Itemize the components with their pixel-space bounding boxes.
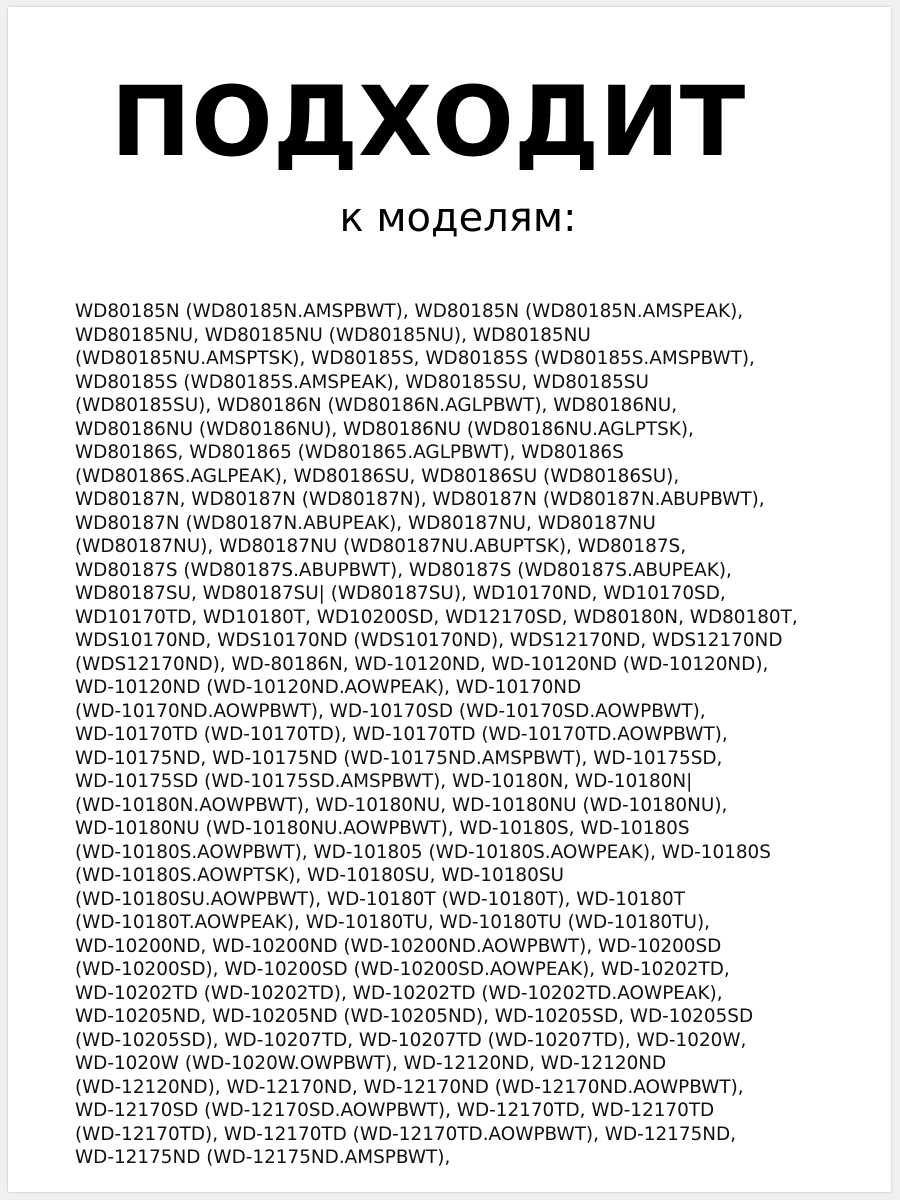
model-list-line: WDS10170ND, WDS10170ND (WDS10170ND), WDS12170ND, WDS12170ND: [75, 630, 783, 651]
model-list-line: WD80187S (WD80187S.ABUPBWT), WD80187S (WD80187S.ABUPEAK),: [75, 559, 732, 581]
model-list-line: WD80185S (WD80185S.AMSPEAK), WD80185SU, WD80185SU: [75, 371, 649, 393]
model-list-line: WD-10175SD (WD-10175SD.AMSPBWT), WD-10180N, WD-10180N|: [75, 771, 693, 792]
model-list-line: WD-10205ND, WD-10205ND (WD-10205ND), WD-10205SD, WD-10205SD: [75, 1006, 754, 1027]
model-list-line: WD-10120ND (WD-10120ND.AOWPEAK), WD-10170ND: [75, 677, 582, 698]
model-list-line: WD-1020W (WD-1020W.OWPBWT), WD-12120ND, WD-12120ND: [75, 1053, 667, 1074]
model-list-line: (WD-10180T.AOWPEAK), WD-10180TU, WD-10180TU (WD-10180TU),: [75, 912, 710, 933]
model-list-line: WD80187SU, WD80187SU| (WD80187SU), WD10170ND, WD10170SD,: [75, 583, 726, 604]
model-list-line: WD-12175ND (WD-12175ND.AMSPBWT),: [75, 1147, 451, 1168]
page-subtitle: к моделям:: [339, 195, 577, 241]
model-list-line: (WDS12170ND), WD-80186N, WD-10120ND, WD-10120ND (WD-10120ND),: [75, 653, 769, 675]
model-list-line: WD-10180NU (WD-10180NU.AOWPBWT), WD-10180S, WD-10180S: [75, 818, 690, 839]
model-list-line: (WD80186S.AGLPEAK), WD80186SU, WD80186SU (WD80186SU),: [75, 465, 680, 487]
page-title: ПОДХОДИТ: [110, 66, 746, 178]
model-list-line: WD80185NU, WD80185NU (WD80185NU), WD80185NU: [75, 324, 591, 346]
model-list-line: (WD-10170ND.AOWPBWT), WD-10170SD (WD-10170SD.AOWPBWT),: [75, 700, 706, 722]
model-list-line: (WD80185NU.AMSPTSK), WD80185S, WD80185S (WD80185S.AMSPBWT),: [75, 348, 755, 369]
compatible-models-list: [75, 300, 875, 1170]
model-list-line: WD80186S, WD801865 (WD801865.AGLPBWT), WD80186S: [75, 442, 624, 463]
model-list-line: WD-10200ND, WD-10200ND (WD-10200ND.AOWPBWT), WD-10200SD: [75, 935, 722, 957]
model-list-line: WD-10202TD (WD-10202TD), WD-10202TD (WD-10202TD.AOWPEAK),: [75, 982, 723, 1004]
model-list-line: WD80185N (WD80185N.AMSPBWT), WD80185N (WD80185N.AMSPEAK),: [75, 301, 744, 322]
model-list-line: WD-12170SD (WD-12170SD.AOWPBWT), WD-12170TD, WD-12170TD: [75, 1100, 715, 1121]
model-list-line: WD-10170TD (WD-10170TD), WD-10170TD (WD-10170TD.AOWPBWT),: [75, 724, 728, 745]
model-list-line: (WD80185SU), WD80186N (WD80186N.AGLPBWT), WD80186NU,: [75, 395, 678, 416]
model-list-line: (WD-10200SD), WD-10200SD (WD-10200SD.AOWPEAK), WD-10202TD,: [75, 959, 730, 980]
model-list-line: (WD-10205SD), WD-10207TD, WD-10207TD (WD-10207TD), WD-1020W,: [75, 1029, 747, 1051]
model-list-line: (WD-10180SU.AOWPBWT), WD-10180T (WD-10180T), WD-10180T: [75, 888, 685, 910]
model-list-line: WD10170TD, WD10180T, WD10200SD, WD12170SD, WD80180N, WD80180T,: [75, 606, 798, 628]
model-list-line: WD80187N (WD80187N.ABUPEAK), WD80187NU, WD80187NU: [75, 512, 656, 534]
model-list-line: (WD-10180S.AOWPBWT), WD-101805 (WD-10180S.AOWPEAK), WD-10180S: [75, 841, 771, 863]
model-list-line: (WD-12170TD), WD-12170TD (WD-12170TD.AOWPBWT), WD-12175ND,: [75, 1123, 737, 1145]
model-list-line: WD-10175ND, WD-10175ND (WD-10175ND.AMSPBWT), WD-10175SD,: [75, 747, 723, 769]
model-list-line: (WD-10180N.AOWPBWT), WD-10180NU, WD-10180NU (WD-10180NU),: [75, 794, 728, 816]
model-list-line: (WD-12120ND), WD-12170ND, WD-12170ND (WD-12170ND.AOWPBWT),: [75, 1076, 744, 1098]
model-list-line: (WD80187NU), WD80187NU (WD80187NU.ABUPTSK), WD80187S,: [75, 536, 687, 557]
model-list-line: WD80187N, WD80187N (WD80187N), WD80187N (WD80187N.ABUPBWT),: [75, 489, 765, 510]
product-sheet: [8, 7, 891, 1192]
model-list-line: WD80186NU (WD80186NU), WD80186NU (WD80186NU.AGLPTSK),: [75, 418, 694, 440]
model-list-line: (WD-10180S.AOWPTSK), WD-10180SU, WD-10180SU: [75, 865, 564, 886]
